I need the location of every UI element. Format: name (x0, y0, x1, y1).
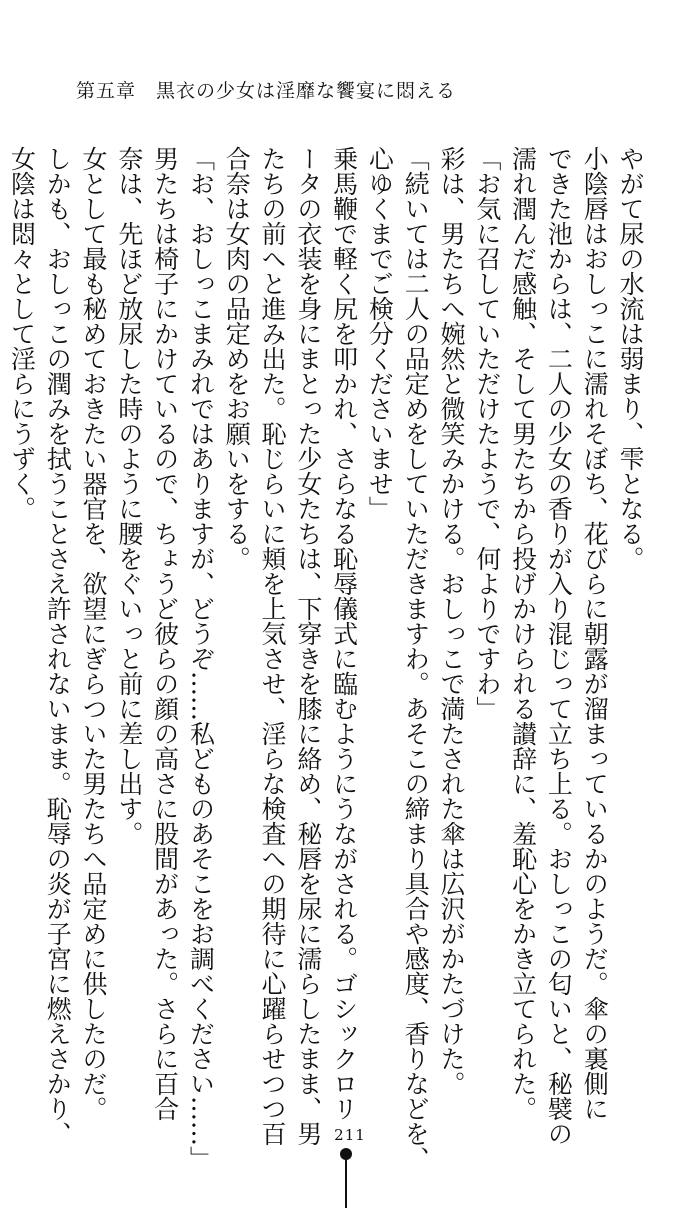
text-line: 男たちは椅子にかけているので、ちょうど彼らの顔の高さに股間があった。さらに百合 (150, 146, 180, 1121)
text-line: 「お気に召していただけたようで、何よりですわ」 (472, 146, 502, 721)
text-line: 小陰唇はおしっこに濡れそぼち、花びらに朝露が溜まっているかのようだ。傘の裏側に (580, 146, 610, 1121)
text-line: 濡れ潤んだ感触、そして男たちから投げかけられる讃辞に、羞恥心をかき立てられた。 (508, 146, 538, 1121)
text-line: 彩は、男たちへ婉然と微笑みかける。おしっこで満たされた傘は広沢がかたづけた。 (437, 146, 467, 1096)
running-head: 第五章 黒衣の少女は淫靡な饗宴に悶える (76, 80, 457, 102)
page-number: 211 (334, 1126, 366, 1144)
text-line: できた池からは、二人の少女の香りが入り混じって立ち上る。おしっこの匂いと、秘襞の (544, 146, 574, 1146)
text-line: 「お、おしっこまみれではありますが、どうぞ……私どものあそこをお調べください……」 (186, 146, 216, 1171)
marker-stem (345, 1158, 347, 1208)
text-line: ータの衣装を身にまとった少女たちは、下穿きを膝に絡め、秘唇を尿に濡らしたまま、男 (293, 146, 323, 1146)
page-marker-icon (340, 1148, 354, 1208)
text-line: 「続いては二人の品定めをしていただきますわ。あそこの締まり具合や感度、香りなどを、 (401, 146, 431, 1171)
text-line: 合奈は女肉の品定めをお願いをする。 (222, 146, 252, 571)
text-line: 心ゆくまでご検分くださいませ」 (365, 146, 395, 521)
text-line: しかも、おしっこの潤みを拭うことさえ許されないまま。恥辱の炎が子宮に燃えさかり、 (43, 146, 73, 1146)
text-line: たちの前へと進み出た。恥じらいに頬を上気させ、淫らな検査への期待に心躍らせつつ百 (258, 146, 288, 1146)
text-line: 乗馬鞭で軽く尻を叩かれ、さらなる恥辱儀式に臨むようにうながされる。ゴシックロリ (329, 146, 359, 1121)
text-line: 奈は、先ほど放尿した時のように腰をぐいっと前に差し出す。 (114, 146, 144, 846)
text-line: やがて尿の水流は弱まり、雫となる。 (616, 146, 645, 571)
text-line: 女として最も秘めておきたい器官を、欲望にぎらついた男たちへ品定めに供したのだ。 (79, 146, 109, 1121)
text-line: 女陰は悶々として淫らにうずく。 (7, 146, 37, 521)
